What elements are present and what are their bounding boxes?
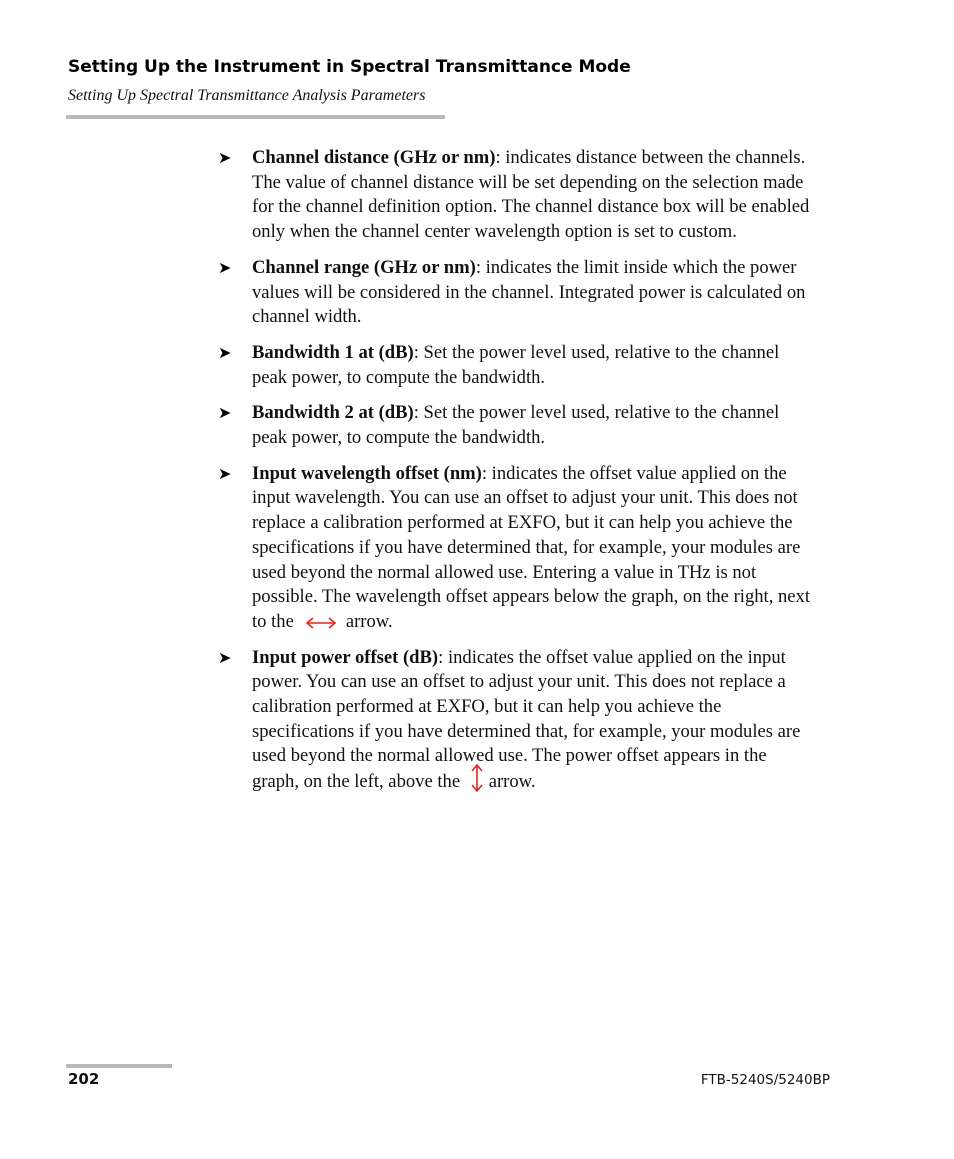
bullet-arrow-icon: ➤	[218, 463, 232, 483]
bullet-arrow-icon: ➤	[218, 647, 232, 667]
double-arrow-vertical-icon	[470, 763, 484, 793]
item-text-after-icon: arrow.	[345, 610, 393, 632]
list-item	[216, 146, 816, 245]
item-text-after-icon: arrow.	[488, 771, 536, 793]
parameter-list	[216, 146, 816, 806]
bullet-arrow-icon: ➤	[218, 342, 232, 362]
item-text: : Set the power level used, relative to the channel peak power, to compute the bandwidth.	[252, 341, 780, 388]
page-header-title: Setting Up the Instrument in Spectral Transmittance Mode	[68, 57, 631, 77]
bullet-arrow-icon: ➤	[218, 403, 232, 423]
bullet-arrow-icon: ➤	[218, 257, 232, 277]
item-term: Bandwidth 1 at (dB)	[252, 341, 414, 363]
item-text: : Set the power level used, relative to the channel peak power, to compute the bandwidth.	[252, 402, 780, 449]
bullet-arrow-icon: ➤	[218, 148, 232, 167]
item-term: Input power offset (dB)	[252, 646, 439, 668]
item-text: : indicates the offset value applied on the input wavelength. You can use an offset to adjust your unit. This does not replace a calibration performed at EXFO, but it can help you achieve the specifications if you have determined that, for example, your modules are used beyond the normal allowed use. Entering a value in THz is not possible. The wavelength offset appears below the graph, on the right, next to the	[252, 462, 811, 632]
list-item	[216, 401, 816, 450]
item-text: : indicates the offset value applied on the input power. You can use an offset to adjust your unit. This does not replace a calibration performed at EXFO, but it can help you achieve the specifications if you have determined that, for example, your modules are used beyond the normal allowed use. The power offset appears in the graph, on the left, above the	[252, 646, 801, 793]
item-term: Channel distance (GHz or nm)	[252, 147, 496, 168]
item-term: Bandwidth 2 at (dB)	[252, 402, 414, 424]
list-item	[216, 646, 816, 795]
double-arrow-horizontal-icon	[304, 616, 338, 630]
list-item	[216, 462, 816, 635]
page-number: 202	[68, 1070, 100, 1088]
list-item	[216, 341, 816, 390]
list-item	[216, 256, 816, 330]
item-term: Input wavelength offset (nm)	[252, 462, 482, 484]
footer-rule	[66, 1064, 172, 1068]
document-id: FTB-5240S/5240BP	[700, 1072, 830, 1088]
item-text: : indicates the limit inside which the power values will be considered in the channel. Integrated power is calculated on channel width.	[252, 256, 806, 328]
header-rule	[66, 115, 445, 119]
item-text: : indicates distance between the channels. The value of channel distance will be set depending on the selection made for the channel definition option. The channel distance box will be enabled only when the channel center wavelength option is set to custom.	[252, 147, 810, 243]
item-term: Channel range (GHz or nm)	[252, 256, 476, 278]
page-header-subtitle: Setting Up Spectral Transmittance Analysis Parameters	[68, 87, 426, 104]
